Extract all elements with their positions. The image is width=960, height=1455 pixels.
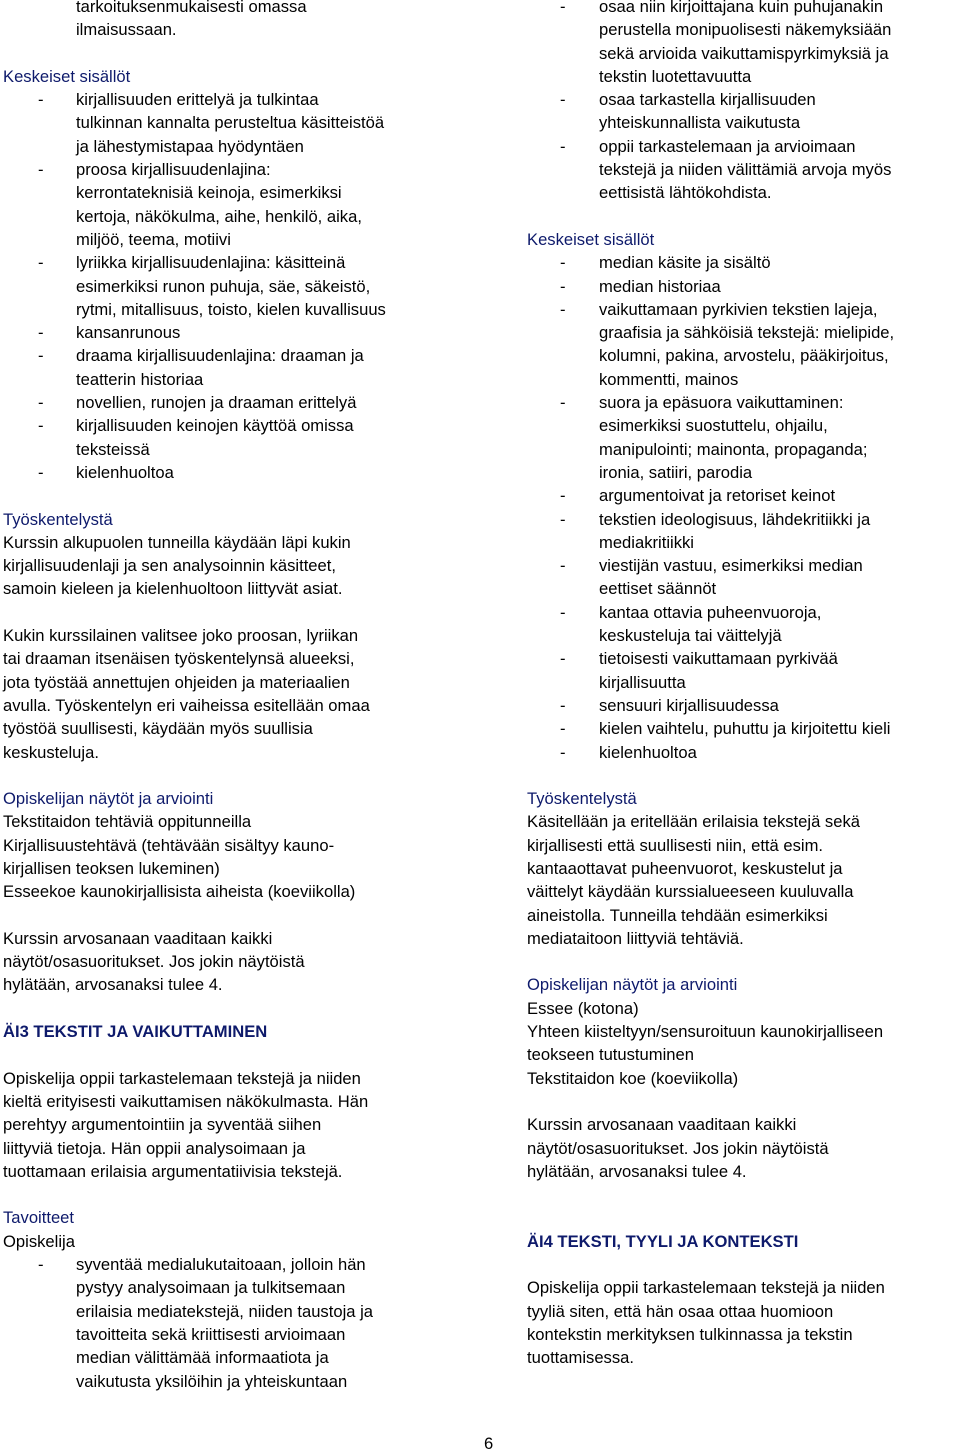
paragraph: [527, 810, 960, 950]
list-dash: -: [38, 160, 44, 180]
list-dash: -: [560, 602, 566, 622]
text-line: sekä arvioida vaikuttamispyrkimyksiä ja: [599, 43, 889, 63]
left-column: [3, 0, 453, 1393]
text-line: osaa niin kirjoittajana kuin puhujanakin: [599, 0, 884, 16]
text-line: aineistolla. Tunneilla tehdään esimerkiksi: [527, 905, 828, 925]
text-line: draama kirjallisuudenlajina: draaman ja: [76, 346, 364, 366]
text-line: kantaa ottavia puheenvuoroja,: [599, 602, 822, 622]
list-item: [527, 0, 960, 88]
text-line: esimerkiksi suostuttelu, ohjailu,: [599, 416, 828, 436]
text-line: perustella monipuolisesti näkemyksiään: [599, 20, 892, 40]
text-line: syventää medialukutaitoaan, jolloin hän: [76, 1255, 366, 1275]
list-item: [3, 251, 453, 321]
text-line: teokseen tutustuminen: [527, 1045, 694, 1065]
list-dash: -: [560, 649, 566, 669]
text-line: Tekstitaidon tehtäviä oppitunneilla: [3, 812, 252, 832]
text-line: Keskeiset sisällöt: [527, 229, 655, 249]
text-line: Opiskelijan näytöt ja arviointi: [527, 975, 738, 995]
section-heading: [527, 787, 960, 810]
list-item: [3, 391, 453, 414]
text-line: Tekstitaidon koe (koeviikolla): [527, 1068, 739, 1088]
section-heading: [527, 973, 960, 996]
list-item: [527, 88, 960, 135]
text-line: Essee (kotona): [527, 998, 639, 1018]
text-line: kirjallisesti että suullisesti niin, että esim.: [527, 835, 824, 855]
text-line: kontekstin merkityksen tulkinnassa ja tekstin: [527, 1324, 853, 1344]
list-item: [527, 601, 960, 648]
text-line: erilaisia mediatekstejä, niiden taustoja ja: [76, 1301, 374, 1321]
spacer: [527, 1090, 960, 1113]
list-dash: -: [560, 0, 566, 16]
spacer: [3, 1043, 453, 1066]
spacer: [3, 904, 453, 927]
paragraph: [3, 531, 453, 601]
course-title: [527, 1230, 960, 1253]
text-line: hylätään, arvosanaksi tulee 4.: [527, 1161, 747, 1181]
list-dash: -: [560, 90, 566, 110]
text-line: teksteissä: [76, 439, 150, 459]
text-line: tekstejä ja niiden välittämiä arvoja myös: [599, 160, 892, 180]
text-line: median historiaa: [599, 276, 721, 296]
spacer: [527, 1206, 960, 1229]
text-line: hylätään, arvosanaksi tulee 4.: [3, 975, 223, 995]
list-item: [3, 1253, 453, 1393]
list-dash: -: [38, 346, 44, 366]
section-heading: [3, 65, 453, 88]
paragraph: [3, 1067, 453, 1183]
text-line: kolumni, pakina, arvostelu, pääkirjoitus,: [599, 346, 889, 366]
text-line: väittelyt käydään kurssialueeseen kuuluvalla: [527, 882, 854, 902]
text-line: eettiset säännöt: [599, 579, 717, 599]
list-item: [3, 158, 453, 251]
list-dash: -: [560, 742, 566, 762]
paragraph: [3, 1230, 453, 1253]
text-line: argumentoivat ja retoriset keinot: [599, 486, 836, 506]
text-line: kieltä erityisesti vaikuttamisen näkökulmasta. Hän: [3, 1091, 369, 1111]
text-line: kielenhuoltoa: [599, 742, 697, 762]
text-line: Opiskelija oppii tarkastelemaan tekstejä ja niiden: [527, 1278, 885, 1298]
paragraph: [3, 624, 453, 764]
list-dash: -: [560, 719, 566, 739]
list-item: [527, 484, 960, 507]
text-line: kantaaottavat puheenvuorot, keskustelut ja: [527, 858, 843, 878]
list-dash: -: [560, 276, 566, 296]
text-line: viestijän vastuu, esimerkiksi median: [599, 556, 863, 576]
text-line: mediataitoon liittyviä tehtäviä.: [527, 928, 744, 948]
text-line: pystyy analysoimaan ja tulkitsemaan: [76, 1278, 346, 1298]
list-dash: -: [38, 1255, 44, 1275]
text-line: esimerkiksi runon puhuja, säe, säkeistö,: [76, 276, 371, 296]
text-line: näytöt/osasuoritukset. Jos jokin näytöistä: [527, 1138, 829, 1158]
text-line: median välittämää informaatiota ja: [76, 1348, 329, 1368]
list-dash: -: [560, 556, 566, 576]
list-dash: -: [560, 509, 566, 529]
text-line: kirjallisen teoksen lukeminen): [3, 858, 220, 878]
list-dash: -: [38, 416, 44, 436]
list-dash: -: [560, 695, 566, 715]
text-line: tavoitteita sekä kriittisesti arvioimaan: [76, 1324, 346, 1344]
text-line: jota työstää annettujen ohjeiden ja materiaalien: [3, 672, 350, 692]
list-dash: -: [38, 393, 44, 413]
text-line: samoin kieleen ja kielenhuoltoon liittyvät asiat.: [3, 579, 343, 599]
text-line: tietoisesti vaikuttamaan pyrkivää: [599, 649, 838, 669]
text-line: kirjallisuuden erittelyä ja tulkintaa: [76, 90, 319, 110]
list-dash: -: [38, 462, 44, 482]
text-line: tarkoituksenmukaisesti omassa: [76, 0, 307, 16]
text-line: tuottamisessa.: [527, 1348, 634, 1368]
text-line: ilmaisussaan.: [76, 20, 177, 40]
text-line: vaikuttamaan pyrkivien tekstien lajeja,: [599, 299, 878, 319]
paragraph: [527, 1113, 960, 1183]
text-line: oppii tarkastelemaan ja arvioimaan: [599, 136, 856, 156]
text-line: tekstien ideologisuus, lähdekritiikki ja: [599, 509, 871, 529]
paragraph: [527, 1276, 960, 1369]
text-line: Kurssin alkupuolen tunneilla käydään läpi kukin: [3, 532, 351, 552]
text-line: tulkinnan kannalta perusteltua käsitteistöä: [76, 113, 385, 133]
list-item: [527, 251, 960, 274]
text-line: novellien, runojen ja draaman erittelyä: [76, 393, 357, 413]
text-line: keskusteluja.: [3, 742, 99, 762]
list-item: [527, 135, 960, 205]
text-line: eettisistä lähtökohdista.: [599, 183, 772, 203]
text-line: mediakritiikki: [599, 532, 694, 552]
list-dash: -: [560, 486, 566, 506]
list-item: [3, 344, 453, 391]
spacer: [527, 1183, 960, 1206]
text-line: Tavoitteet: [3, 1208, 75, 1228]
section-heading: [3, 1206, 453, 1229]
list-dash: -: [560, 253, 566, 273]
list-dash: -: [38, 323, 44, 343]
spacer: [527, 950, 960, 973]
text-line: näytöt/osasuoritukset. Jos jokin näytöistä: [3, 952, 305, 972]
text-line: Käsitellään ja eritellään erilaisia tekstejä sekä: [527, 812, 860, 832]
list-item: [527, 647, 960, 694]
list-item: [527, 694, 960, 717]
text-line: kertoja, näkökulma, aihe, henkilö, aika,: [76, 206, 362, 226]
text-line: suora ja epäsuora vaikuttaminen:: [599, 393, 844, 413]
text-line: Työskentelystä: [3, 509, 113, 529]
text-line: tai draaman itsenäisen työskentelynsä alueeksi,: [3, 649, 355, 669]
spacer: [3, 1183, 453, 1206]
text-line: Kirjallisuustehtävä (tehtävään sisältyy kauno-: [3, 835, 335, 855]
text-line: tuottamaan erilaisia argumentatiivisia tekstejä.: [3, 1161, 343, 1181]
text-line: lyriikka kirjallisuudenlajina: käsitteinä: [76, 253, 346, 273]
list-dash: -: [560, 299, 566, 319]
text-line: tekstin luotettavuutta: [599, 66, 752, 86]
text-line: kirjallisuudenlaji ja sen analysoinnin käsitteet,: [3, 556, 336, 576]
text-line: ÄI4 TEKSTI, TYYLI JA KONTEKSTI: [527, 1231, 799, 1251]
list-dash: -: [38, 90, 44, 110]
list-item: [527, 508, 960, 555]
text-line: Opiskelijan näytöt ja arviointi: [3, 789, 214, 809]
text-line: Kukin kurssilainen valitsee joko proosan, lyriikan: [3, 626, 359, 646]
text-line: Opiskelija oppii tarkastelemaan tekstejä ja niiden: [3, 1068, 361, 1088]
text-line: kommentti, mainos: [599, 369, 739, 389]
paragraph: [3, 810, 453, 903]
list-item: [527, 275, 960, 298]
text-line: ÄI3 TEKSTIT JA VAIKUTTAMINEN: [3, 1022, 268, 1042]
text-line: Työskentelystä: [527, 789, 637, 809]
text-line: tyyliä siten, että hän osaa ottaa huomioon: [527, 1301, 834, 1321]
text-line: kerrontateknisiä keinoja, esimerkiksi: [76, 183, 342, 203]
spacer: [3, 764, 453, 787]
text-line: Opiskelija: [3, 1231, 75, 1251]
text-line: Kurssin arvosanaan vaaditaan kaikki: [527, 1115, 797, 1135]
text-line: Kurssin arvosanaan vaaditaan kaikki: [3, 928, 273, 948]
course-title: [3, 1020, 453, 1043]
list-item: [527, 391, 960, 484]
text-line: kirjallisuutta: [599, 672, 686, 692]
section-heading: [3, 508, 453, 531]
spacer: [3, 42, 453, 65]
section-heading: [3, 787, 453, 810]
right-column: [527, 0, 960, 1370]
text-line: sensuuri kirjallisuudessa: [599, 695, 779, 715]
text-line: kansanrunous: [76, 323, 181, 343]
text-line: vaikutusta yksilöihin ja yhteiskuntaan: [76, 1371, 348, 1391]
text-line: kielen vaihtelu, puhuttu ja kirjoitettu kieli: [599, 719, 891, 739]
text-line: yhteiskunnallista vaikutusta: [599, 113, 801, 133]
continued-text: [3, 0, 453, 42]
text-line: rytmi, mitallisuus, toisto, kielen kuvallisuus: [76, 299, 386, 319]
list-item: [527, 554, 960, 601]
list-item: [527, 717, 960, 740]
section-heading: [527, 228, 960, 251]
text-line: työstöä suullisesti, käydään myös suullisia: [3, 719, 313, 739]
list-item: [3, 88, 453, 158]
spacer: [3, 484, 453, 507]
list-dash: -: [560, 136, 566, 156]
text-line: Esseekoe kaunokirjallisista aiheista (koeviikolla): [3, 882, 356, 902]
list-dash: -: [38, 253, 44, 273]
list-item: [3, 321, 453, 344]
spacer: [3, 997, 453, 1020]
text-line: liittyviä tietoja. Hän oppii analysoimaan ja: [3, 1138, 306, 1158]
spacer: [527, 205, 960, 228]
text-line: manipulointi; mainonta, propaganda;: [599, 439, 868, 459]
list-item: [3, 414, 453, 461]
text-line: proosa kirjallisuudenlajina:: [76, 160, 271, 180]
text-line: osaa tarkastella kirjallisuuden: [599, 90, 816, 110]
text-line: perehtyy argumentointiin ja syventää siihen: [3, 1115, 322, 1135]
list-dash: -: [560, 393, 566, 413]
paragraph: [527, 997, 960, 1090]
spacer: [3, 601, 453, 624]
text-line: Yhteen kiisteltyyn/sensuroituun kaunokirjalliseen: [527, 1022, 884, 1042]
spacer: [527, 764, 960, 787]
text-line: teatterin historiaa: [76, 369, 204, 389]
text-line: ja lähestymistapaa hyödyntäen: [76, 136, 304, 156]
text-line: keskusteluja tai väittelyjä: [599, 626, 782, 646]
text-line: ironia, satiiri, parodia: [599, 462, 753, 482]
list-item: [527, 741, 960, 764]
text-line: avulla. Työskentelyn eri vaiheissa esitellään omaa: [3, 695, 370, 715]
list-item: [3, 461, 453, 484]
paragraph: [3, 927, 453, 997]
text-line: graafisia ja sähköisiä tekstejä: mielipide,: [599, 323, 895, 343]
text-line: kirjallisuuden keinojen käyttöä omissa: [76, 416, 354, 436]
spacer: [527, 1253, 960, 1276]
text-line: Keskeiset sisällöt: [3, 66, 131, 86]
list-item: [527, 298, 960, 391]
text-line: median käsite ja sisältö: [599, 253, 771, 273]
page-number: 6: [484, 1434, 494, 1453]
text-line: miljöö, teema, motiivi: [76, 229, 231, 249]
text-line: kielenhuoltoa: [76, 462, 174, 482]
